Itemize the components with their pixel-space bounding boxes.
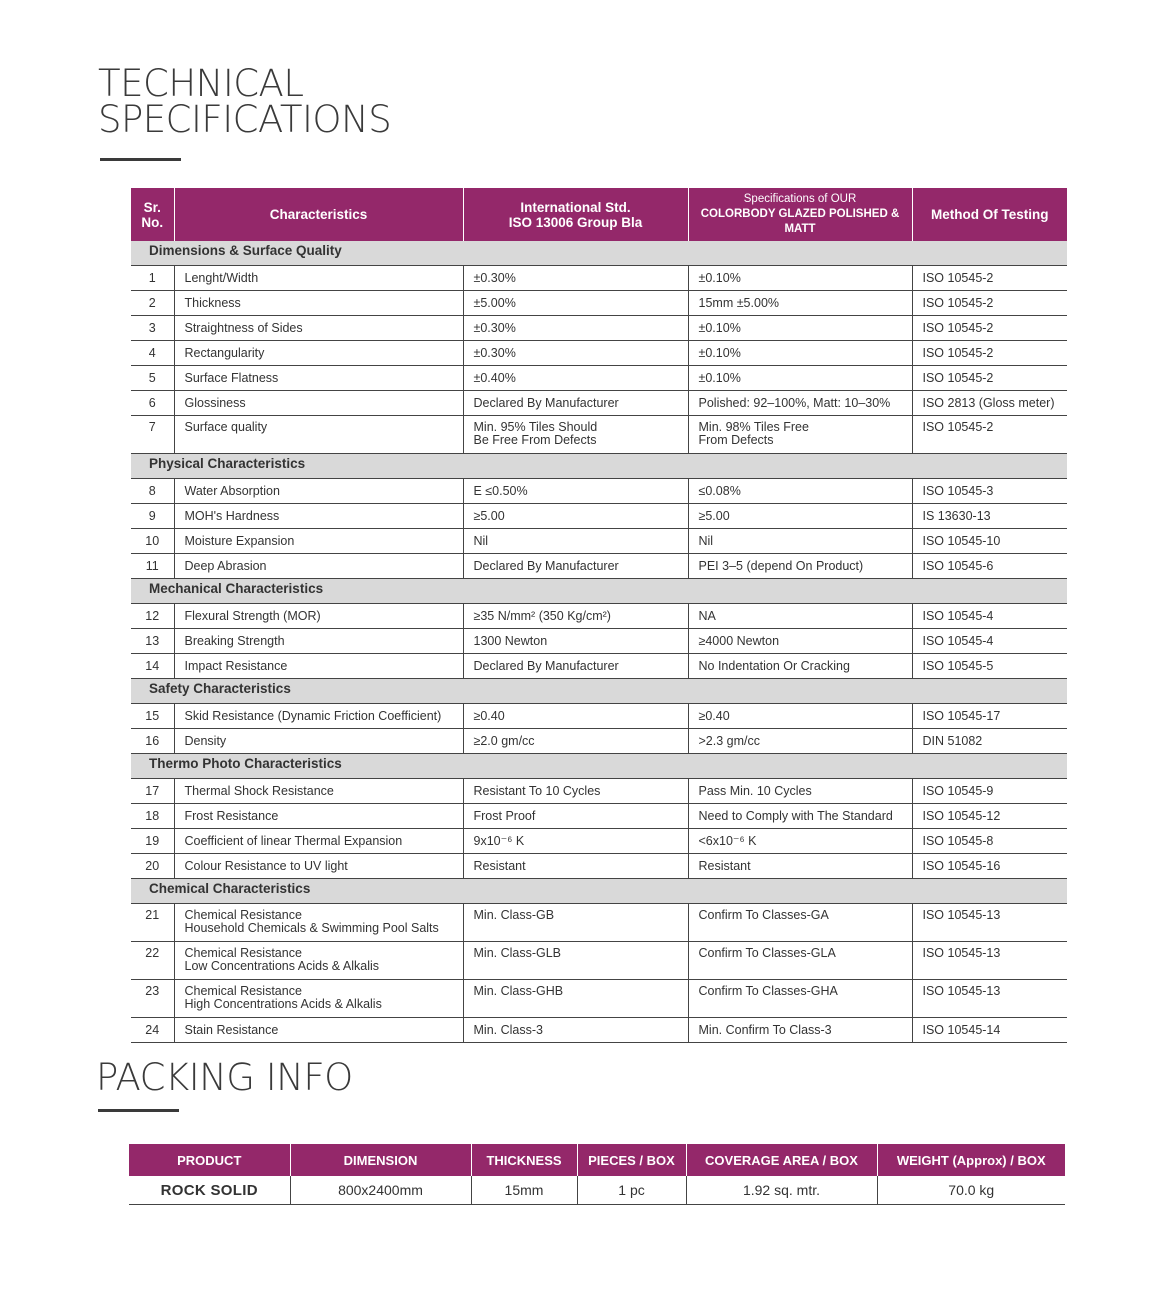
section-title: Mechanical Characteristics xyxy=(131,579,1067,604)
ours-value: Nil xyxy=(698,534,714,548)
spec-row xyxy=(131,504,1067,529)
cell-our-spec xyxy=(688,704,912,729)
spec-row xyxy=(131,316,1067,341)
characteristic-text: Surface quality xyxy=(184,420,268,434)
ours-value: Pass Min. 10 Cycles xyxy=(698,784,812,798)
characteristic-text: Frost Resistance xyxy=(184,809,279,823)
row-number: 14 xyxy=(131,654,174,679)
spec-row xyxy=(131,654,1067,679)
intl-value: Declared By Manufacturer xyxy=(473,659,619,673)
cell-our-spec xyxy=(688,1018,912,1043)
cell-international-std xyxy=(463,366,688,391)
spec-row xyxy=(131,554,1067,579)
cell-our-spec xyxy=(688,529,912,554)
packing-cell: 1.92 sq. mtr. xyxy=(686,1176,877,1205)
cell-our-spec xyxy=(688,980,912,1018)
intl-value: ±0.30% xyxy=(473,346,516,360)
characteristic-subtext: High Concentrations Acids & Alkalis xyxy=(184,997,382,1011)
cell-method: ISO 10545-5 xyxy=(912,654,1067,679)
spec-row xyxy=(131,366,1067,391)
cell-international-std xyxy=(463,629,688,654)
cell-method: ISO 10545-4 xyxy=(912,604,1067,629)
cell-international-std xyxy=(463,479,688,504)
cell-characteristic xyxy=(174,729,463,754)
spec-row xyxy=(131,291,1067,316)
spec-row xyxy=(131,391,1067,416)
spec-row xyxy=(131,779,1067,804)
intl-value: E ≤0.50% xyxy=(473,484,528,498)
cell-international-std xyxy=(463,529,688,554)
cell-method: ISO 10545-10 xyxy=(912,529,1067,554)
characteristic-text: Chemical Resistance xyxy=(184,908,302,922)
header-our-specifications: Specifications of OUR COLORBODY GLAZED POLISHED & MATT xyxy=(688,188,912,241)
characteristic-text: Flexural Strength (MOR) xyxy=(184,609,321,623)
characteristic-text: Chemical Resistance xyxy=(184,984,302,998)
cell-our-spec xyxy=(688,729,912,754)
spec-title-line1: TECHNICAL xyxy=(98,62,304,105)
characteristic-text: Thermal Shock Resistance xyxy=(184,784,334,798)
row-number: 18 xyxy=(131,804,174,829)
spec-title-underline xyxy=(100,158,181,161)
intl-value: Min. Class-3 xyxy=(473,1023,543,1037)
row-number: 12 xyxy=(131,604,174,629)
cell-our-spec xyxy=(688,779,912,804)
intl-value: ±0.30% xyxy=(473,271,516,285)
characteristic-text: Chemical Resistance xyxy=(184,946,302,960)
intl-value: Min. Class-GLB xyxy=(473,946,562,960)
spec-row xyxy=(131,804,1067,829)
characteristic-text: Stain Resistance xyxy=(184,1023,279,1037)
cell-international-std xyxy=(463,391,688,416)
intl-value: Min. 95% Tiles Should xyxy=(473,420,598,434)
intl-value: ±5.00% xyxy=(473,296,516,310)
spec-row xyxy=(131,729,1067,754)
cell-international-std xyxy=(463,341,688,366)
row-number: 1 xyxy=(131,266,174,291)
ours-value: PEI 3–5 (depend On Product) xyxy=(698,559,864,573)
cell-characteristic xyxy=(174,316,463,341)
section-row xyxy=(131,879,1067,904)
intl-value: Resistant To 10 Cycles xyxy=(473,784,601,798)
cell-international-std xyxy=(463,854,688,879)
cell-our-spec xyxy=(688,366,912,391)
characteristic-subtext: Low Concentrations Acids & Alkalis xyxy=(184,959,380,973)
cell-characteristic xyxy=(174,529,463,554)
ours-value: NA xyxy=(698,609,716,623)
cell-characteristic xyxy=(174,604,463,629)
row-number: 15 xyxy=(131,704,174,729)
spec-row xyxy=(131,1018,1067,1043)
cell-international-std xyxy=(463,804,688,829)
cell-characteristic xyxy=(174,266,463,291)
intl-value: Declared By Manufacturer xyxy=(473,559,619,573)
cell-characteristic xyxy=(174,504,463,529)
spec-row xyxy=(131,704,1067,729)
packing-cell: 1 pc xyxy=(577,1176,686,1205)
cell-characteristic xyxy=(174,980,463,1018)
packing-cell: 800x2400mm xyxy=(290,1176,471,1205)
row-number: 3 xyxy=(131,316,174,341)
cell-our-spec xyxy=(688,316,912,341)
cell-method: ISO 10545-3 xyxy=(912,479,1067,504)
spec-row xyxy=(131,904,1067,942)
cell-method: ISO 10545-2 xyxy=(912,366,1067,391)
packing-header-cell: THICKNESS xyxy=(471,1144,577,1176)
cell-international-std xyxy=(463,416,688,454)
characteristic-text: Density xyxy=(184,734,227,748)
cell-international-std xyxy=(463,554,688,579)
spec-row xyxy=(131,604,1067,629)
cell-our-spec xyxy=(688,479,912,504)
spec-row xyxy=(131,266,1067,291)
spec-row xyxy=(131,341,1067,366)
ours-value: ≥5.00 xyxy=(698,509,730,523)
intl-value: 1300 Newton xyxy=(473,634,548,648)
cell-international-std xyxy=(463,980,688,1018)
ours-value: Confirm To Classes-GA xyxy=(698,908,829,922)
row-number: 4 xyxy=(131,341,174,366)
cell-characteristic xyxy=(174,479,463,504)
cell-characteristic xyxy=(174,341,463,366)
characteristic-text: MOH's Hardness xyxy=(184,509,280,523)
spec-row xyxy=(131,829,1067,854)
row-number: 24 xyxy=(131,1018,174,1043)
cell-our-spec xyxy=(688,942,912,980)
cell-our-spec xyxy=(688,604,912,629)
cell-method: DIN 51082 xyxy=(912,729,1067,754)
cell-international-std xyxy=(463,1018,688,1043)
section-title: Thermo Photo Characteristics xyxy=(131,754,1067,779)
cell-method: ISO 10545-13 xyxy=(912,904,1067,942)
packing-header-cell: COVERAGE AREA / BOX xyxy=(686,1144,877,1176)
cell-characteristic xyxy=(174,854,463,879)
cell-international-std xyxy=(463,316,688,341)
row-number: 11 xyxy=(131,554,174,579)
cell-characteristic xyxy=(174,654,463,679)
header-characteristics: Characteristics xyxy=(174,188,463,241)
cell-characteristic xyxy=(174,904,463,942)
packing-cell: 15mm xyxy=(471,1176,577,1205)
cell-method: ISO 10545-2 xyxy=(912,341,1067,366)
cell-characteristic xyxy=(174,704,463,729)
ours-value: ≥4000 Newton xyxy=(698,634,780,648)
cell-characteristic xyxy=(174,804,463,829)
intl-value: Nil xyxy=(473,534,489,548)
cell-our-spec xyxy=(688,804,912,829)
cell-method: ISO 10545-2 xyxy=(912,316,1067,341)
characteristic-text: Water Absorption xyxy=(184,484,280,498)
packing-header-cell: DIMENSION xyxy=(290,1144,471,1176)
spec-title xyxy=(98,62,498,141)
row-number: 2 xyxy=(131,291,174,316)
intl-value-line2: Be Free From Defects xyxy=(473,433,597,447)
cell-our-spec xyxy=(688,554,912,579)
row-number: 16 xyxy=(131,729,174,754)
packing-table xyxy=(129,1144,1065,1205)
ours-value: ±0.10% xyxy=(698,271,741,285)
cell-our-spec xyxy=(688,904,912,942)
packing-row xyxy=(129,1176,1065,1205)
spec-table-body xyxy=(131,241,1067,1043)
cell-characteristic xyxy=(174,779,463,804)
characteristic-text: Deep Abrasion xyxy=(184,559,267,573)
cell-method: ISO 10545-6 xyxy=(912,554,1067,579)
row-number: 23 xyxy=(131,980,174,1018)
cell-characteristic xyxy=(174,416,463,454)
cell-our-spec xyxy=(688,829,912,854)
packing-cell: 70.0 kg xyxy=(877,1176,1065,1205)
cell-method: ISO 10545-17 xyxy=(912,704,1067,729)
ours-value-line2: From Defects xyxy=(698,433,774,447)
section-title: Dimensions & Surface Quality xyxy=(131,241,1067,266)
spec-row xyxy=(131,629,1067,654)
row-number: 13 xyxy=(131,629,174,654)
section-title: Chemical Characteristics xyxy=(131,879,1067,904)
spec-row xyxy=(131,942,1067,980)
characteristic-text: Thickness xyxy=(184,296,241,310)
row-number: 8 xyxy=(131,479,174,504)
section-title: Physical Characteristics xyxy=(131,454,1067,479)
section-row xyxy=(131,241,1067,266)
ours-value: <6x10⁻⁶ K xyxy=(698,834,757,848)
characteristic-text: Coefficient of linear Thermal Expansion xyxy=(184,834,403,848)
packing-header-row xyxy=(129,1144,1065,1176)
spec-row xyxy=(131,980,1067,1018)
cell-characteristic xyxy=(174,554,463,579)
cell-international-std xyxy=(463,704,688,729)
cell-method: ISO 2813 (Gloss meter) xyxy=(912,391,1067,416)
row-number: 17 xyxy=(131,779,174,804)
cell-our-spec xyxy=(688,391,912,416)
cell-international-std xyxy=(463,779,688,804)
packing-title: PACKING INFO xyxy=(96,1056,353,1099)
characteristic-text: Surface Flatness xyxy=(184,371,279,385)
cell-our-spec xyxy=(688,654,912,679)
spec-table xyxy=(131,188,1067,1043)
intl-value: ≥5.00 xyxy=(473,509,505,523)
row-number: 20 xyxy=(131,854,174,879)
characteristic-subtext: Household Chemicals & Swimming Pool Salts xyxy=(184,921,439,935)
intl-value: Frost Proof xyxy=(473,809,536,823)
characteristic-text: Rectangularity xyxy=(184,346,265,360)
intl-value: Declared By Manufacturer xyxy=(473,396,619,410)
cell-characteristic xyxy=(174,366,463,391)
cell-method: ISO 10545-13 xyxy=(912,980,1067,1018)
spec-row xyxy=(131,529,1067,554)
section-row xyxy=(131,579,1067,604)
section-title: Safety Characteristics xyxy=(131,679,1067,704)
intl-value: ±0.30% xyxy=(473,321,516,335)
characteristic-text: Straightness of Sides xyxy=(184,321,303,335)
intl-value: ≥35 N/mm² (350 Kg/cm²) xyxy=(473,609,611,623)
row-number: 10 xyxy=(131,529,174,554)
row-number: 5 xyxy=(131,366,174,391)
intl-value: Resistant xyxy=(473,859,526,873)
cell-our-spec xyxy=(688,416,912,454)
ours-value: Polished: 92–100%, Matt: 10–30% xyxy=(698,396,891,410)
packing-header-cell: PIECES / BOX xyxy=(577,1144,686,1176)
section-row xyxy=(131,679,1067,704)
row-number: 19 xyxy=(131,829,174,854)
cell-method: ISO 10545-14 xyxy=(912,1018,1067,1043)
ours-value: ±0.10% xyxy=(698,346,741,360)
intl-value: 9x10⁻⁶ K xyxy=(473,834,525,848)
ours-value: Min. Confirm To Class-3 xyxy=(698,1023,832,1037)
cell-characteristic xyxy=(174,942,463,980)
cell-international-std xyxy=(463,904,688,942)
characteristic-text: Lenght/Width xyxy=(184,271,259,285)
ours-value: ≥0.40 xyxy=(698,709,730,723)
ours-value: ±0.10% xyxy=(698,321,741,335)
cell-our-spec xyxy=(688,854,912,879)
row-number: 9 xyxy=(131,504,174,529)
spec-row xyxy=(131,854,1067,879)
ours-value: No Indentation Or Cracking xyxy=(698,659,850,673)
ours-value: ≤0.08% xyxy=(698,484,741,498)
cell-international-std xyxy=(463,729,688,754)
packing-title-underline xyxy=(98,1109,179,1112)
cell-international-std xyxy=(463,829,688,854)
cell-our-spec xyxy=(688,629,912,654)
ours-value: Confirm To Classes-GLA xyxy=(698,946,836,960)
ours-value: ±0.10% xyxy=(698,371,741,385)
cell-characteristic xyxy=(174,629,463,654)
header-sr-no: Sr. No. xyxy=(131,188,174,241)
characteristic-text: Glossiness xyxy=(184,396,246,410)
intl-value: Min. Class-GHB xyxy=(473,984,564,998)
cell-international-std xyxy=(463,942,688,980)
cell-method: ISO 10545-2 xyxy=(912,416,1067,454)
characteristic-text: Colour Resistance to UV light xyxy=(184,859,348,873)
cell-characteristic xyxy=(174,391,463,416)
cell-method: ISO 10545-8 xyxy=(912,829,1067,854)
ours-value: Need to Comply with The Standard xyxy=(698,809,893,823)
row-number: 6 xyxy=(131,391,174,416)
ours-value: 15mm ±5.00% xyxy=(698,296,780,310)
spec-row xyxy=(131,416,1067,454)
cell-our-spec xyxy=(688,504,912,529)
cell-international-std xyxy=(463,654,688,679)
intl-value: Min. Class-GB xyxy=(473,908,555,922)
cell-method: ISO 10545-2 xyxy=(912,266,1067,291)
cell-method: ISO 10545-4 xyxy=(912,629,1067,654)
cell-characteristic xyxy=(174,1018,463,1043)
cell-our-spec xyxy=(688,341,912,366)
cell-method: ISO 10545-9 xyxy=(912,779,1067,804)
cell-international-std xyxy=(463,266,688,291)
ours-value: >2.3 gm/cc xyxy=(698,734,760,748)
cell-method: ISO 10545-16 xyxy=(912,854,1067,879)
cell-characteristic xyxy=(174,291,463,316)
header-international-std: International Std. ISO 13006 Group Bla xyxy=(463,188,688,241)
cell-our-spec xyxy=(688,291,912,316)
header-method-of-testing: Method Of Testing xyxy=(912,188,1067,241)
ours-value: Confirm To Classes-GHA xyxy=(698,984,838,998)
intl-value: ≥2.0 gm/cc xyxy=(473,734,535,748)
intl-value: ±0.40% xyxy=(473,371,516,385)
cell-method: ISO 10545-12 xyxy=(912,804,1067,829)
characteristic-text: Impact Resistance xyxy=(184,659,288,673)
cell-method: ISO 10545-2 xyxy=(912,291,1067,316)
cell-international-std xyxy=(463,291,688,316)
spec-title-line2: SPECIFICATIONS xyxy=(98,98,392,141)
intl-value: ≥0.40 xyxy=(473,709,505,723)
packing-header-cell: WEIGHT (Approx) / BOX xyxy=(877,1144,1065,1176)
cell-characteristic xyxy=(174,829,463,854)
spec-header-row xyxy=(131,188,1067,241)
section-row xyxy=(131,454,1067,479)
characteristic-text: Moisture Expansion xyxy=(184,534,295,548)
spec-row xyxy=(131,479,1067,504)
cell-international-std xyxy=(463,504,688,529)
row-number: 7 xyxy=(131,416,174,454)
section-row xyxy=(131,754,1067,779)
ours-value: Min. 98% Tiles Free xyxy=(698,420,809,434)
characteristic-text: Breaking Strength xyxy=(184,634,285,648)
cell-method: ISO 10545-13 xyxy=(912,942,1067,980)
row-number: 22 xyxy=(131,942,174,980)
characteristic-text: Skid Resistance (Dynamic Friction Coefficient) xyxy=(184,709,442,723)
ours-value: Resistant xyxy=(698,859,751,873)
cell-international-std xyxy=(463,604,688,629)
product-name: ROCK SOLID xyxy=(129,1176,290,1205)
packing-header-cell: PRODUCT xyxy=(129,1144,290,1176)
cell-method: IS 13630-13 xyxy=(912,504,1067,529)
cell-our-spec xyxy=(688,266,912,291)
row-number: 21 xyxy=(131,904,174,942)
